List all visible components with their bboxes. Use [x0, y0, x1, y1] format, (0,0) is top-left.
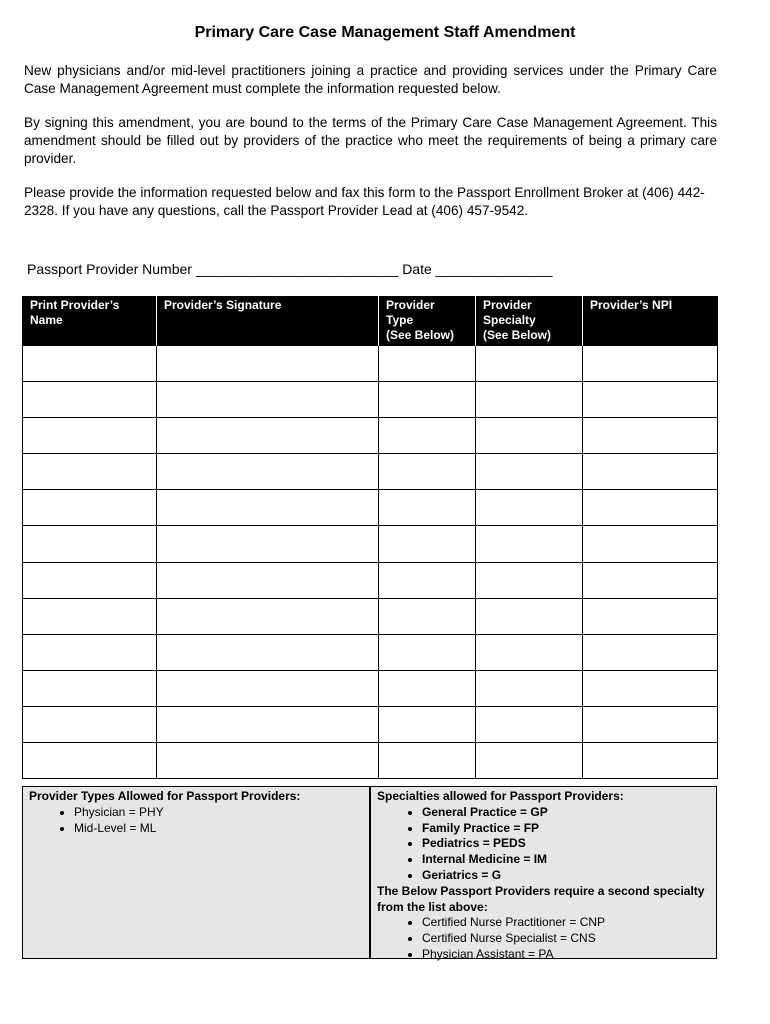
provider-type-cell[interactable]: [379, 418, 476, 454]
table-row: [23, 670, 718, 706]
table-row: [23, 418, 718, 454]
signature-cell[interactable]: [157, 490, 379, 526]
provider-type-cell[interactable]: [379, 526, 476, 562]
table-row: [23, 490, 718, 526]
table-row: [23, 562, 718, 598]
col-header-provider-type: Provider Type (See Below): [379, 296, 476, 346]
second-specialty-item: • Certified Nurse Practitioner = CNP: [422, 915, 710, 931]
specialties-list: [377, 805, 710, 884]
specialty-item: • Geriatrics = G: [422, 868, 710, 884]
signature-cell[interactable]: [157, 743, 379, 779]
signature-cell[interactable]: [157, 526, 379, 562]
second-specialty-item: • Certified Nurse Specialist = CNS: [422, 931, 710, 947]
provider-types-heading: Provider Types Allowed for Passport Providers:: [29, 789, 301, 803]
signature-cell[interactable]: [157, 634, 379, 670]
signature-cell[interactable]: [157, 346, 379, 382]
specialty-item: • Internal Medicine = IM: [422, 852, 710, 868]
fax-instructions-paragraph: Please provide the information requested below and fax this form to the Passport Enrollment Broker at (406) 442-2328. If you have any questions, call the Passport Provider Lead at (406) 457-9542.: [24, 185, 705, 218]
provider-type-cell[interactable]: [379, 743, 476, 779]
provider-types-list: [29, 805, 363, 837]
second-specialty-list: [377, 915, 710, 962]
date-label: Date: [402, 261, 432, 277]
table-row: [23, 634, 718, 670]
specialty-cell[interactable]: [476, 562, 583, 598]
specialty-cell[interactable]: [476, 743, 583, 779]
npi-cell[interactable]: [583, 526, 718, 562]
specialty-item: • Pediatrics = PEDS: [422, 836, 710, 852]
provider-name-cell[interactable]: [23, 526, 157, 562]
provider-type-cell[interactable]: [379, 706, 476, 742]
provider-type-cell[interactable]: [379, 490, 476, 526]
npi-cell[interactable]: [583, 382, 718, 418]
provider-name-cell[interactable]: [23, 418, 157, 454]
table-row: [23, 706, 718, 742]
signature-cell[interactable]: [157, 382, 379, 418]
table-row: [23, 346, 718, 382]
specialty-cell[interactable]: [476, 454, 583, 490]
terms-paragraph: By signing this amendment, you are bound to the terms of the Primary Care Case Management Agreement. This amendment should be filled out by providers of the practice who meet the requirements of being a primary care provider.: [24, 115, 717, 166]
second-specialty-note: The Below Passport Providers require a second specialty from the list above:: [377, 883, 705, 914]
npi-cell[interactable]: [583, 454, 718, 490]
table-row: [23, 526, 718, 562]
col-header-npi: Provider’s NPI: [583, 296, 718, 346]
provider-name-cell[interactable]: [23, 346, 157, 382]
provider-name-cell[interactable]: [23, 490, 157, 526]
specialty-cell[interactable]: [476, 598, 583, 634]
specialty-cell[interactable]: [476, 634, 583, 670]
provider-table-header: [23, 296, 718, 346]
second-specialty-item: • Physician Assistant = PA: [422, 947, 710, 963]
signature-cell[interactable]: [157, 670, 379, 706]
provider-type-item: • Mid-Level = ML: [74, 821, 363, 837]
provider-name-cell[interactable]: [23, 382, 157, 418]
specialties-panel: [371, 787, 716, 961]
provider-types-panel: [23, 787, 371, 958]
provider-type-cell[interactable]: [379, 634, 476, 670]
provider-name-cell[interactable]: [23, 743, 157, 779]
specialties-heading: Specialties allowed for Passport Providers:: [377, 789, 624, 803]
col-header-signature: Provider’s Signature: [157, 296, 379, 346]
npi-cell[interactable]: [583, 706, 718, 742]
provider-type-item: • Physician = PHY: [74, 805, 363, 821]
signature-cell[interactable]: [157, 598, 379, 634]
provider-name-cell[interactable]: [23, 706, 157, 742]
npi-cell[interactable]: [583, 418, 718, 454]
table-row: [23, 743, 718, 779]
provider-type-cell[interactable]: [379, 562, 476, 598]
col-header-provider-name: Print Provider’s Name: [23, 296, 157, 346]
provider-type-cell[interactable]: [379, 346, 476, 382]
specialty-cell[interactable]: [476, 382, 583, 418]
col-header-provider-specialty: Provider Specialty (See Below): [476, 296, 583, 346]
npi-cell[interactable]: [583, 490, 718, 526]
provider-name-cell[interactable]: [23, 454, 157, 490]
form-title: Primary Care Case Management Staff Amendment: [194, 24, 576, 41]
date-field[interactable]: _______________: [435, 261, 553, 277]
specialty-cell[interactable]: [476, 418, 583, 454]
specialty-cell[interactable]: [476, 670, 583, 706]
npi-cell[interactable]: [583, 670, 718, 706]
provider-type-cell[interactable]: [379, 670, 476, 706]
signature-cell[interactable]: [157, 562, 379, 598]
signature-cell[interactable]: [157, 418, 379, 454]
provider-name-cell[interactable]: [23, 634, 157, 670]
intro-paragraph: New physicians and/or mid-level practitioners joining a practice and providing services under the Primary Care Case Management Agreement must complete the information requested below.: [24, 63, 717, 96]
specialty-cell[interactable]: [476, 706, 583, 742]
table-row: [23, 454, 718, 490]
provider-type-cell[interactable]: [379, 382, 476, 418]
signature-cell[interactable]: [157, 454, 379, 490]
specialty-item: • General Practice = GP: [422, 805, 710, 821]
provider-number-field[interactable]: __________________________: [195, 261, 399, 277]
specialty-cell[interactable]: [476, 346, 583, 382]
provider-name-cell[interactable]: [23, 562, 157, 598]
provider-name-cell[interactable]: [23, 670, 157, 706]
specialty-item: • Family Practice = FP: [422, 821, 710, 837]
npi-cell[interactable]: [583, 598, 718, 634]
npi-cell[interactable]: [583, 346, 718, 382]
provider-table: [22, 296, 718, 779]
npi-cell[interactable]: [583, 562, 718, 598]
specialty-cell[interactable]: [476, 490, 583, 526]
table-row: [23, 382, 718, 418]
provider-type-cell[interactable]: [379, 598, 476, 634]
provider-type-cell[interactable]: [379, 454, 476, 490]
provider-name-cell[interactable]: [23, 598, 157, 634]
table-row: [23, 598, 718, 634]
specialty-cell[interactable]: [476, 526, 583, 562]
signature-cell[interactable]: [157, 706, 379, 742]
legend-box: [22, 786, 717, 959]
provider-number-date-line: [27, 261, 552, 277]
provider-number-label: Passport Provider Number: [27, 261, 192, 277]
npi-cell[interactable]: [583, 634, 718, 670]
npi-cell[interactable]: [583, 743, 718, 779]
